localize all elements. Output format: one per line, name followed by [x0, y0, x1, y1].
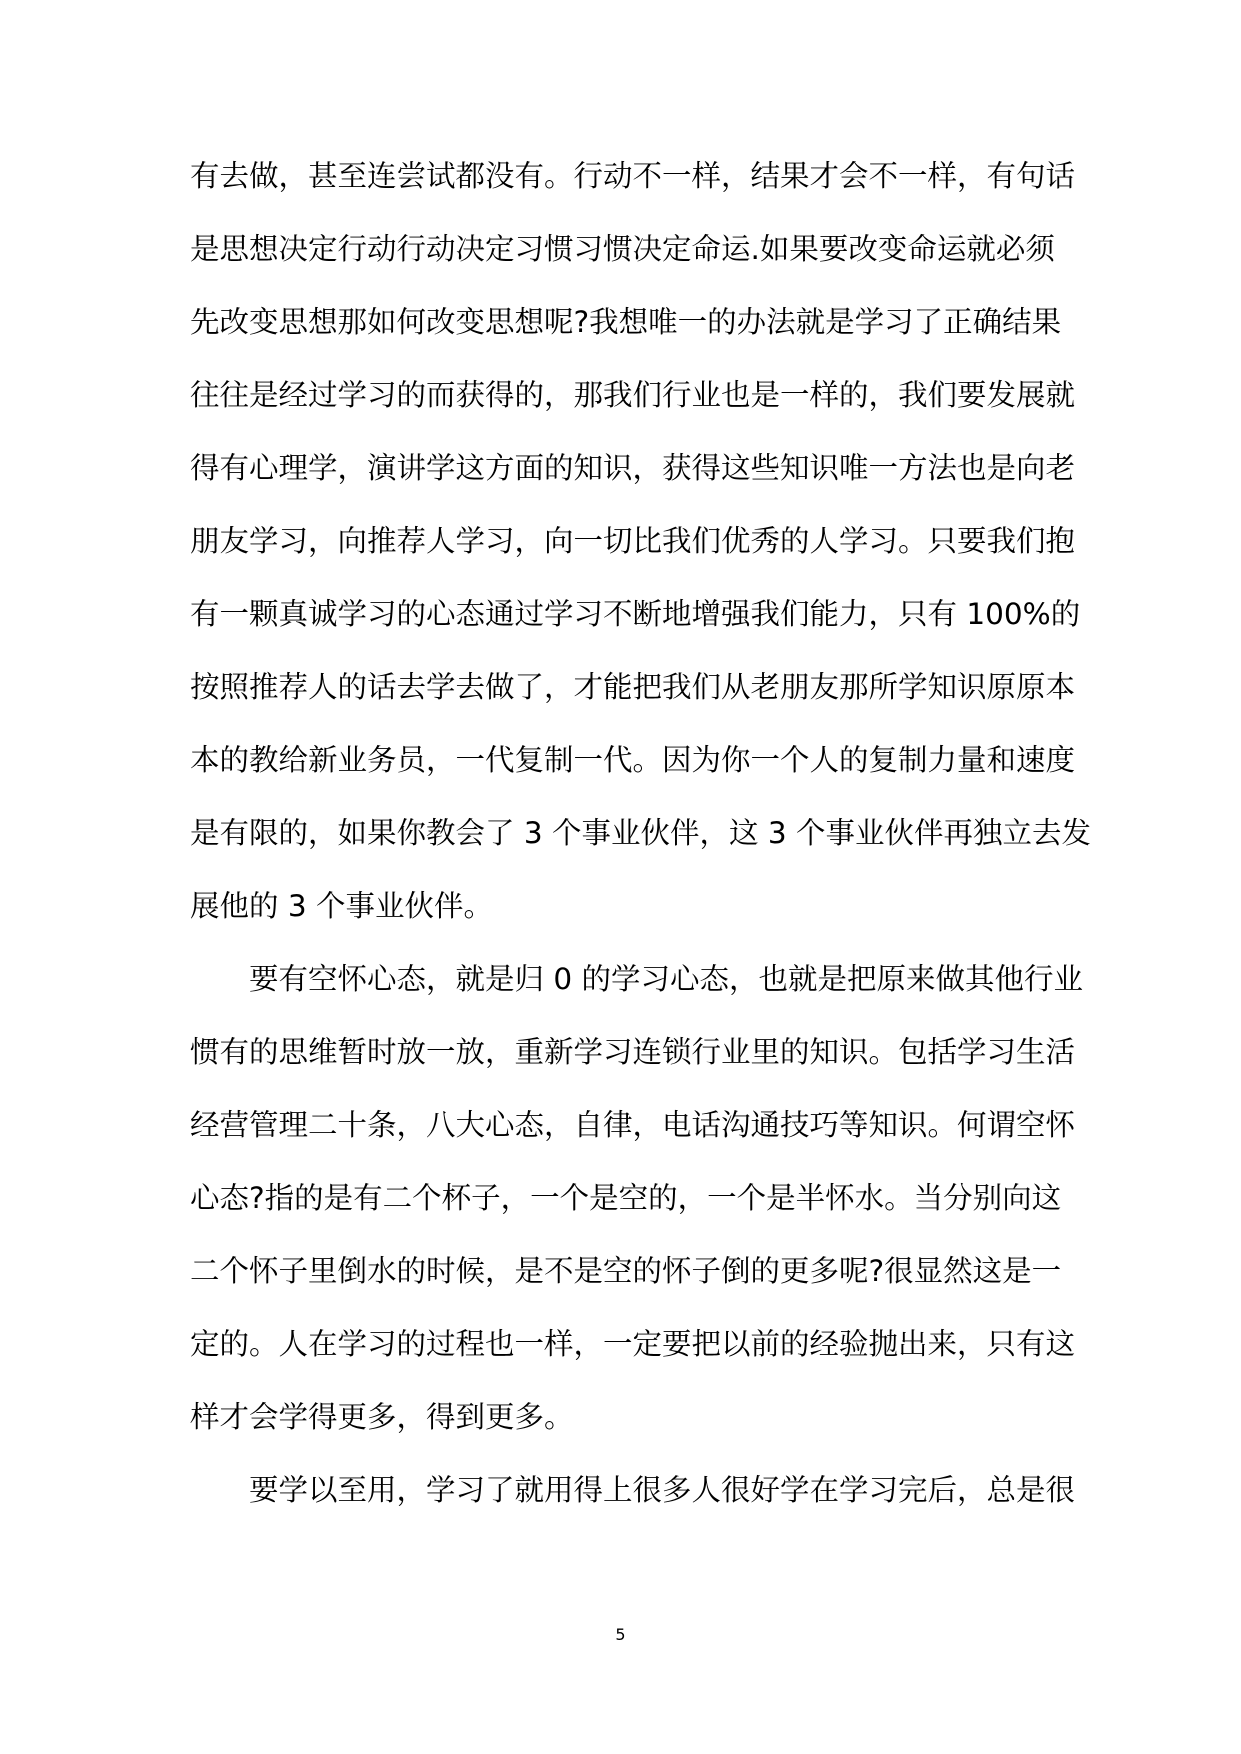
- text-line: 往往是经过学习的而获得的，那我们行业也是一样的，我们要发展就: [190, 378, 1076, 412]
- text-line: 展他的 3 个事业伙伴。: [190, 889, 494, 923]
- page-number: 5: [615, 1625, 626, 1644]
- text-line: 先改变思想那如何改变思想呢?我想唯一的办法就是学习了正确结果: [190, 305, 1062, 339]
- text-line: 定的。人在学习的过程也一样，一定要把以前的经验抛出来，只有这: [190, 1327, 1076, 1361]
- text-line: 惯有的思维暂时放一放，重新学习连锁行业里的知识。包括学习生活: [190, 1035, 1076, 1069]
- text-line: 经营管理二十条，八大心态，自律，电话沟通技巧等知识。何谓空怀: [190, 1108, 1076, 1142]
- text-line: 样才会学得更多，得到更多。: [190, 1400, 574, 1434]
- text-line: 朋友学习，向推荐人学习，向一切比我们优秀的人学习。只要我们抱: [190, 524, 1076, 558]
- paragraph-start-line: 要学以至用，学习了就用得上很多人很好学在学习完后，总是很: [249, 1473, 1076, 1507]
- text-line: 本的教给新业务员，一代复制一代。因为你一个人的复制力量和速度: [190, 743, 1076, 777]
- text-line: 有一颗真诚学习的心态通过学习不断地增强我们能力，只有 100%的: [190, 597, 1081, 631]
- body-text: [190, 140, 1092, 1527]
- text-line: 有去做，甚至连尝试都没有。行动不一样，结果才会不一样，有句话: [190, 159, 1076, 193]
- text-line: 按照推荐人的话去学去做了，才能把我们从老朋友那所学知识原原本: [190, 670, 1076, 704]
- text-line: 得有心理学，演讲学这方面的知识，获得这些知识唯一方法也是向老: [190, 451, 1076, 485]
- text-line: 是有限的，如果你教会了 3 个事业伙伴，这 3 个事业伙伴再独立去发: [190, 816, 1092, 850]
- text-line: 是思想决定行动行动决定习惯习惯决定命运.如果要改变命运就必须: [190, 232, 1055, 266]
- paragraph-start-line: 要有空怀心态，就是归 0 的学习心态，也就是把原来做其他行业: [249, 962, 1084, 996]
- text-line: 心态?指的是有二个杯子，一个是空的，一个是半怀水。当分别向这: [190, 1181, 1062, 1215]
- text-line: 二个怀子里倒水的时候，是不是空的怀子倒的更多呢?很显然这是一: [190, 1254, 1062, 1288]
